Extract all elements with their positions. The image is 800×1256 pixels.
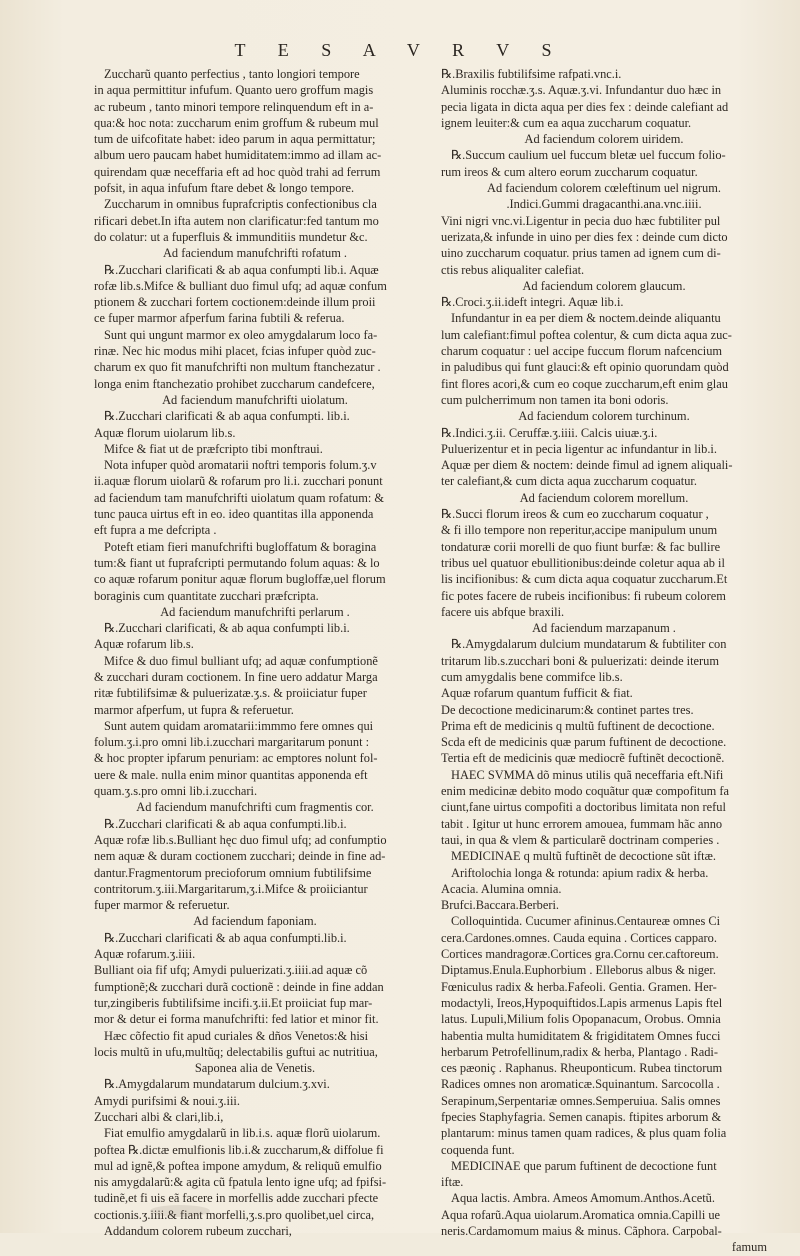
text-line: folum.ʒ.i.pro omni lib.i.zucchari margaritarum ponunt : [94,735,370,750]
text-line: locis multũ in ufu,multũq; delectabilis guftui ac nutritiua, [94,1044,378,1059]
text-line: MEDICINAE que parum fuftinent de decoctione funt [451,1158,717,1173]
text-line: charum ex quo fit manufchrifti non multum ftanchezatur . [94,360,381,375]
text-line: coquenda funt. [441,1142,515,1157]
text-line: Scda eft de medicinis quæ parum fuftinent de decoctione. [441,735,727,750]
text-line: Puluerizentur et in pecia ligentur ac infundantur in lib.i. [441,441,717,456]
text-line: ter calefiant,& cum dicta aqua zuccharum coquatur. [441,474,697,489]
text-line: ctis rebus aliqualiter calefiat. [441,262,585,277]
text-line: ℞.Zucchari clarificati & ab aqua confumpti.lib.i. [104,930,347,945]
text-line: Fiat emulfio amygdalarũ in lib.i.s. aquæ florũ uiolarum. [104,1126,381,1141]
text-line: tum:& fiant ut fuprafcripti permutando folum aquas: & lo [94,555,380,570]
text-line: Aquæ rofæ lib.s.Bulliant hęc duo fimul ufq; ad confumptio [94,832,387,847]
text-line: rificari debet.In ifta autem non clarificatur:fed tantum mo [94,213,379,228]
text-line: HAEC SVMMA dõ minus utilis quã neceffaria eft.Nifi [451,767,724,782]
text-line: Radices omnes non aromaticæ.Squinantum. Sarcocolla . [441,1077,720,1092]
text-line: tribus uel quatuor ebullitionibus:deinde coletur aqua ab il [441,555,725,570]
text-line: ℞.Zucchari clarificati & ab aqua confumpti.lib.i. [104,816,347,831]
text-line: Aquæ rofarum quantum fufficit & fiat. [441,686,633,701]
text-line: enim medicinæ debito modo coquãtur quæ compofitum fa [441,784,730,799]
text-line: fumptionẽ;& zucchari durã coctionẽ : deinde in fine addan [94,979,384,994]
text-line: fpecies Staphyfagria. Semen canapis. ftipites arborum & [441,1110,722,1124]
text-line: .Indici.Gummi dragacanthi.ana.vnc.iiii. [506,197,702,212]
text-line: ℞.Zucchari clarificati & ab aqua confumpti lib.i. Aquæ [104,262,379,277]
text-line: Aqua rofarũ.Aqua uiolarum.Aromatica omnia.Capilli ue [441,1207,721,1222]
text-line: tum de uifcofitate habet: ideo parum in aqua permittatur; [94,132,376,147]
text-line: & hoc propter ipfarum penuriam: ac emptores nolunt fol- [94,751,378,766]
text-line: Ariftolochia longa & rotunda: apium radix & herba. [451,865,709,880]
text-line: Nota infuper quòd aromatarii noftri temporis folum.ʒ.v [104,458,377,473]
text-line: ℞.Succi florum ireos & cum eo zuccharum coquatur , [441,507,709,522]
text-line: ad faciendum tam manufchrifti uiolatum quam rofatum: & [94,490,385,505]
text-line: ℞.Succum caulium uel fuccum bletæ uel fuccum folio- [451,148,726,163]
text-line: uino zuccharum coquatur. prius tamen ad ignem cum di- [441,246,721,261]
text-line: dantur.Fragmentorum precioforum omnium fubtilifsime [94,865,372,880]
text-line: Zucchari albi & clari,lib.i, [94,1110,224,1124]
text-line: ignem leuiter:& cum ea aqua zuccharum coquatur. [441,115,692,130]
text-line: rinæ. Nec hic modus mihi placet, fcias infuper quòd zuc- [94,344,376,359]
text-line: Ad faciendum colorem turchinum. [518,409,690,424]
text-line: cum amygdalis bene commifce lib.s. [441,669,623,684]
text-line: fic potes facere de rubeis incifionibus: fi rubeum colorem [441,588,726,603]
text-line: Zuccharũ quanto perfectius , tanto longiori tempore [104,67,360,81]
text-line: in paludibus qui funt glauci:& eft opinio quorundam quòd [441,360,729,375]
text-line: ℞.Amygdalarum dulcium mundatarum & fubtiliter con [451,637,727,652]
text-line: Saponea alia de Venetis. [194,1061,316,1076]
text-line: ℞.Zucchari clarificati, & ab aqua confumpti lib.i. [104,621,350,636]
text-line: Brufci.Baccara.Berberi. [441,898,559,913]
text-line: cum pulcherrimum non tamen ita boni odoris. [441,392,669,407]
text-line: rofæ lib.s.Mifce & bulliant duo fimul ufq; ad aquæ confum [94,278,387,293]
text-line: uere & male. nulla enim minor quantitas apponenda eft [94,767,368,782]
text-line: poftea ℞.dictæ emulfionis lib.i.& zuccharum,& diffolue fi [94,1142,384,1157]
text-line: ℞.Croci.ʒ.ii.ideft integri. Aquæ lib.i. [441,295,624,310]
text-line: ces pæoniç . Raphanus. Rheuponticum. Rubea tinctorum [441,1061,723,1076]
text-line: Ad faciendum manufchrifti uiolatum. [162,392,348,407]
text-line: Ad faciendum marzapanum . [532,621,676,636]
running-header: T E S A V R V S [234,40,566,60]
text-line: charum coquatur : uel accipe fuccum florum nafcencium [441,344,723,359]
text-line: Aluminis rocchæ.ʒ.s. Aquæ.ʒ.vi. Infundantur duo hæc in [441,83,722,98]
text-line: ℞.Indici.ʒ.ii. Ceruffæ.ʒ.iiii. Calcis uiuæ.ʒ.i. [441,425,658,440]
text-line: ℞.Braxilis fubtilifsime rafpati.vnc.i. [441,67,622,81]
text-line: uerizata,& infunde in uino per dies fex : deinde cum dicto [441,229,728,244]
text-line: Ad faciendum manufchrifti perlarum . [160,604,350,619]
text-line: album uero paucam habet humiditatem:immo ad illam ac- [94,148,382,163]
text-line: ac rubeum , tanto minori tempore relinquendum eft in a- [94,99,374,114]
text-line: ciunt,fane uirtus compofiti a doctoribus limitata non reful [441,800,726,815]
text-line: contritorum.ʒ.iii.Margaritarum,ʒ.i.Mifce & proiiciantur [94,881,368,896]
text-line: fuper marmor & referuetur. [94,898,230,913]
text-line: iftæ. [441,1175,464,1190]
text-line: herbarum Petrofellinum,radix & herba, Plantago . Radi- [441,1044,718,1059]
text-line: ℞.Amygdalarum mundatarum dulcium.ʒ.xvi. [104,1077,330,1092]
text-line: habentia multa humiditatem & frigiditatem Omnes fucci [441,1028,721,1043]
text-line: Diptamus.Enula.Euphorbium . Elleborus albus & niger. [441,963,716,978]
text-line: Sunt qui ungunt marmor ex oleo amygdalarum loco fa- [104,327,378,342]
text-line: quam.ʒ.s.pro omni lib.i.zucchari. [94,784,258,799]
text-line: Infundantur in ea per diem & noctem.deinde aliquantu [451,311,721,326]
text-line: tondaturæ corii morelli de quo fiunt burfæ: & fac bullire [441,539,721,554]
text-line: Bulliant oia fif ufq; Amydi puluerizati.ʒ.iiii.ad aquæ cõ [94,963,368,978]
text-line: longa enim ftanchezatio prohibet zuccharum candefcere, [94,376,375,391]
text-line: Aquæ per diem & noctem: deinde fimul ad ignem aliquali- [441,458,733,473]
text-line: ritæ fubtilifsimæ & puluerizatæ.ʒ.s. & proiiciatur fuper [94,686,367,701]
page-stain [150,1205,210,1217]
text-line: Mifce & duo fimul bulliant ufq; ad aquæ confumptionẽ [104,653,378,668]
text-line: lum calefiant:fimul poftea colentur, & cum dicta aqua zuc- [441,327,732,342]
text-line: in aqua permittitur infufum. Quanto uero groffum magis [94,83,374,98]
text-line: ce fuper marmor afperfum farina fubtili & referua. [94,311,345,326]
text-line: tudinẽ,et fi uis eã facere in morfellis adde zucchari pfecte [94,1191,379,1206]
text-line: coctionis.ʒ.iiii.& fiant morfelli,ʒ.s.pro quolibet,uel circa, [94,1207,375,1222]
text-line: Mifce & fiat ut de præfcripto tibi monftraui. [104,441,323,456]
text-line: taui, in qua & vlem & particularẽ doctrinam comperies . [441,832,720,847]
text-line: Cortices mandragoræ.Cortices gra.Cornu cer.caftoreum. [441,947,719,962]
text-line: Ad faciendum manufchrifti cum fragmentis cor. [136,800,374,815]
text-line: co aquæ rofarum ponitur aquæ florum bugloffæ,uel florum [94,572,386,587]
text-line: do colatur: ut a fuperfluis & immunditiis mundetur &c. [94,229,368,244]
text-line: Aquæ rofarum lib.s. [94,637,194,652]
text-line: Colloquintida. Cucumer afininus.Centaureæ omnes Ci [451,914,721,929]
text-line: fint flores acori,& cum eo coque zuccharum,eft enim glau [441,376,728,391]
text-line: facere uis abfque braxili. [441,604,565,619]
left-text-column [94,66,416,1239]
text-line: De decoctione medicinarum:& continet partes tres. [441,702,694,717]
text-line: boraginis cum quantitate zucchari præfcripta. [94,588,319,603]
text-line: qua:& hoc nota: zuccharum enim groffum & rubeum mul [94,115,379,130]
text-line: Sunt autem quidam aromatarii:immmo fere omnes qui [104,718,374,733]
text-line: & zucchari duram coctionem. In fine uero addatur Marga [94,669,378,684]
text-line: Prima eft de medicinis q multũ fuftinent de decoctione. [441,718,715,733]
text-line: tunc pauca uirtus eft in eo. ideo quantitas illa apponenda [94,507,374,522]
text-line: Ad faciendum colorem morellum. [519,490,689,505]
text-line: Aqua lactis. Ambra. Ameos Amomum.Anthos.Acetũ. [451,1191,715,1206]
text-line: Aquæ florum uiolarum lib.s. [94,425,236,440]
text-line: pofsit, in aqua infufum ftare debet & longo tempore. [94,181,355,196]
text-line: Tertia eft de medicinis quæ mediocrẽ fuftinẽt decoctionẽ. [441,751,725,766]
text-line: pecia ligata in dicta aqua per dies fex : deinde calefiant ad [441,99,729,114]
text-line: & fi illo tempore non reperitur,accipe manipulum unum [441,523,718,538]
text-line: Ad faciendum colorem cœleftinum uel nigrum. [487,181,721,196]
text-line: modactyli, Ireos,Hypoquiftidos.Lapis armenus Lapis ftel [441,995,723,1010]
text-line: Amydi purifsimi & noui.ʒ.iii. [94,1093,240,1108]
text-line: Vini nigri vnc.vi.Ligentur in pecia duo hæc fubtiliter pul [441,213,721,228]
text-line: lis incifionibus: & cum dicta aqua coquatur zuccharum.Et [441,572,728,587]
text-line: Addandum colorem rubeum zucchari, [104,1224,292,1239]
text-line: mul ad ignẽ,& poftea impone amydum, & reliquũ emulfio [94,1158,382,1173]
text-line: rum ireos & cum altero eorum zuccharum coquatur. [441,164,698,179]
text-line: nis amygdalarũ:& agita cũ fpatula lento igne ufq; ad fpifsi- [94,1175,387,1190]
text-line: ii.aquæ florum uiolarũ & rofarum pro li.i. zucchari ponunt [94,474,383,489]
text-line: tur,zingiberis fubtilifsime incifi.ʒ.ii.Et proiiciat fup mar- [94,995,373,1010]
text-line: Ad faciendum manufchrifti rofatum . [162,246,348,261]
text-line: cera.Cardones.omnes. Cauda equina . Cortices capparo. [441,930,717,945]
text-line: nem aquæ & duram coctionem zucchari; deinde in fine ad- [94,849,386,864]
text-line: eft fupra a me defcripta . [94,523,217,538]
text-line: marmor afperfum, ut fupra & referuetur. [94,702,294,717]
text-line: Acacia. Alumina omnia. [441,881,562,896]
text-line: neris.Cardamomum maius & minus. Cãphora. Carpobal- [441,1224,722,1239]
text-line: Ad faciendum colorem glaucum. [522,278,686,293]
text-line: quirendam quæ neceffaria eft ad hoc quòd trahi ad ferrum [94,164,381,179]
text-line: Aquæ rofarum.ʒ.iiii. [94,947,196,962]
text-line: Ad faciendum colorem uiridem. [524,132,684,147]
text-line: latus. Lupuli,Milium folis Opopanacum, Orobus. Omnia [441,1012,721,1027]
text-line: ptionem & zucchari fortem coctionem:deinde illum proii [94,295,376,310]
text-line: Zuccharum in omnibus fuprafcriptis confectionibus cla [104,197,377,212]
text-line: Serapinum,Serpentariæ omnes.Semperuiua. Salis omnes [441,1093,721,1108]
right-text-column [441,66,767,1256]
text-line: mor & detur ei forma manufchrifti: fed latior et minor fit. [94,1012,379,1027]
text-line: tritarum lib.s.zucchari boni & puluerizati: deinde iterum [441,653,720,668]
text-line: Poteft etiam fieri manufchrifti bugloffatum & boragina [104,539,377,554]
text-line: Ad faciendum faponiam. [193,914,317,929]
text-line: famum [731,1240,767,1255]
text-line: plantarum: minus tamen quam radices, & plus quam folia [441,1126,727,1141]
text-line: ℞.Zucchari clarificati & ab aqua confumpti. lib.i. [104,409,350,424]
text-line: Hæc cõfectio fit apud curiales & dños Venetos:& hisi [104,1028,369,1043]
text-line: Fœniculus radix & herba.Fafeoli. Gentia. Gramen. Her- [441,979,717,994]
text-line: MEDICINAE q multũ fuftinẽt de decoctione sũt iftæ. [451,849,716,864]
text-line: tabit . Igitur ut hunc errorem amouea, fummam hãc anno [441,816,723,831]
